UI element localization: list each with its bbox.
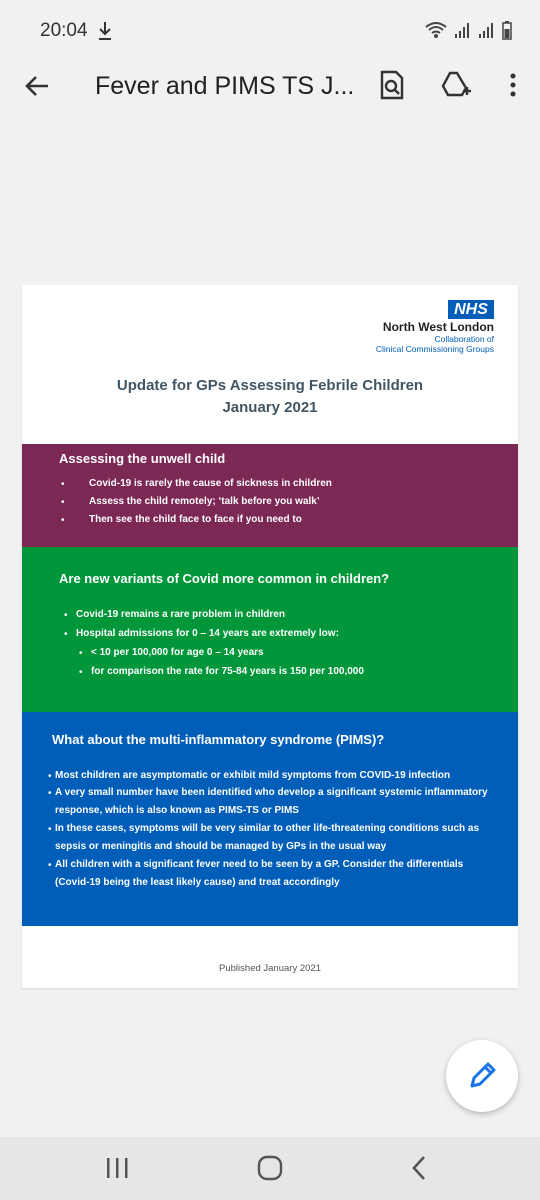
section-heading: What about the multi-inflammatory syndrome (PIMS)? xyxy=(52,732,385,747)
list-item: Assess the child remotely; ‘talk before you walk’ xyxy=(89,496,320,507)
wifi-icon xyxy=(424,20,448,40)
bullet-icon: • xyxy=(61,479,65,490)
battery-icon xyxy=(502,20,512,40)
list-item: for comparison the rate for 75-84 years is 150 per 100,000 xyxy=(91,666,364,677)
bullet-icon: • xyxy=(64,610,68,621)
list-item: In these cases, symptoms will be very similar to other life-threatening conditions such as xyxy=(55,823,480,834)
bullet-icon: • xyxy=(61,515,65,526)
bullet-icon: • xyxy=(48,771,52,782)
search-in-document-icon[interactable] xyxy=(376,69,408,101)
list-item: Then see the child face to face if you need to xyxy=(89,514,302,525)
list-item: Covid-19 is rarely the cause of sickness in children xyxy=(89,478,332,489)
bullet-icon: • xyxy=(61,497,65,508)
section-new-variants xyxy=(22,547,518,712)
edit-button[interactable] xyxy=(446,1040,518,1112)
bullet-icon: • xyxy=(48,788,52,799)
edit-pencil-icon xyxy=(446,1040,518,1112)
list-item: Hospital admissions for 0 – 14 years are extremely low: xyxy=(76,628,339,639)
published-date: Published January 2021 xyxy=(219,963,321,974)
system-navigation-bar xyxy=(0,1137,540,1200)
bullet-icon: • xyxy=(64,629,68,640)
status-time: 20:04 xyxy=(40,20,88,41)
section-assessing-unwell-child xyxy=(22,444,518,547)
section-heading: Are new variants of Covid more common in children? xyxy=(59,571,390,586)
document-title-line-2: January 2021 xyxy=(222,399,318,416)
status-icons xyxy=(424,20,512,40)
app-bar xyxy=(0,55,540,117)
section-heading: Assessing the unwell child xyxy=(59,451,226,466)
list-item-continuation: response, which is also known as PIMS-TS or PIMS xyxy=(55,805,299,816)
list-item: Covid-19 remains a rare problem in children xyxy=(76,609,285,620)
more-vert-icon[interactable] xyxy=(497,69,529,101)
organization-subtitle-line-2: Clinical Commissioning Groups xyxy=(375,344,494,354)
signal-icon xyxy=(478,21,496,39)
organization-subtitle-line-1: Collaboration of xyxy=(434,334,494,344)
nhs-logo: NHS xyxy=(448,300,494,319)
bullet-icon: • xyxy=(48,824,52,835)
list-item: All children with a significant fever need to be seen by a GP. Consider the differentials xyxy=(55,859,464,870)
page-title: Fever and PIMS TS J... xyxy=(95,72,355,100)
bullet-icon: • xyxy=(79,667,83,678)
list-item: A very small number have been identified who develop a significant systemic inflammatory xyxy=(55,787,488,798)
organization-subtitle xyxy=(376,334,494,354)
document-title xyxy=(22,375,518,419)
section-pims xyxy=(22,712,518,926)
list-item-continuation: sepsis or meningitis and should be managed by GPs in the usual way xyxy=(55,841,387,852)
download-icon xyxy=(96,20,114,42)
add-to-drive-icon[interactable] xyxy=(440,69,472,101)
bullet-icon: • xyxy=(79,648,83,659)
bullet-icon: • xyxy=(48,860,52,871)
list-item: < 10 per 100,000 for age 0 – 14 years xyxy=(91,647,264,658)
nav-back-icon[interactable] xyxy=(400,1151,440,1185)
back-arrow-icon[interactable] xyxy=(20,69,54,103)
status-bar xyxy=(0,0,540,60)
signal-icon xyxy=(454,21,472,39)
organization-name: North West London xyxy=(382,320,494,334)
list-item-continuation: (Covid-19 being the least likely cause) and treat accordingly xyxy=(55,877,340,888)
recent-apps-icon[interactable] xyxy=(97,1151,137,1185)
home-icon[interactable] xyxy=(250,1151,290,1185)
list-item: Most children are asymptomatic or exhibit mild symptoms from COVID-19 infection xyxy=(55,770,451,781)
document-title-line-1: Update for GPs Assessing Febrile Children xyxy=(116,377,424,394)
